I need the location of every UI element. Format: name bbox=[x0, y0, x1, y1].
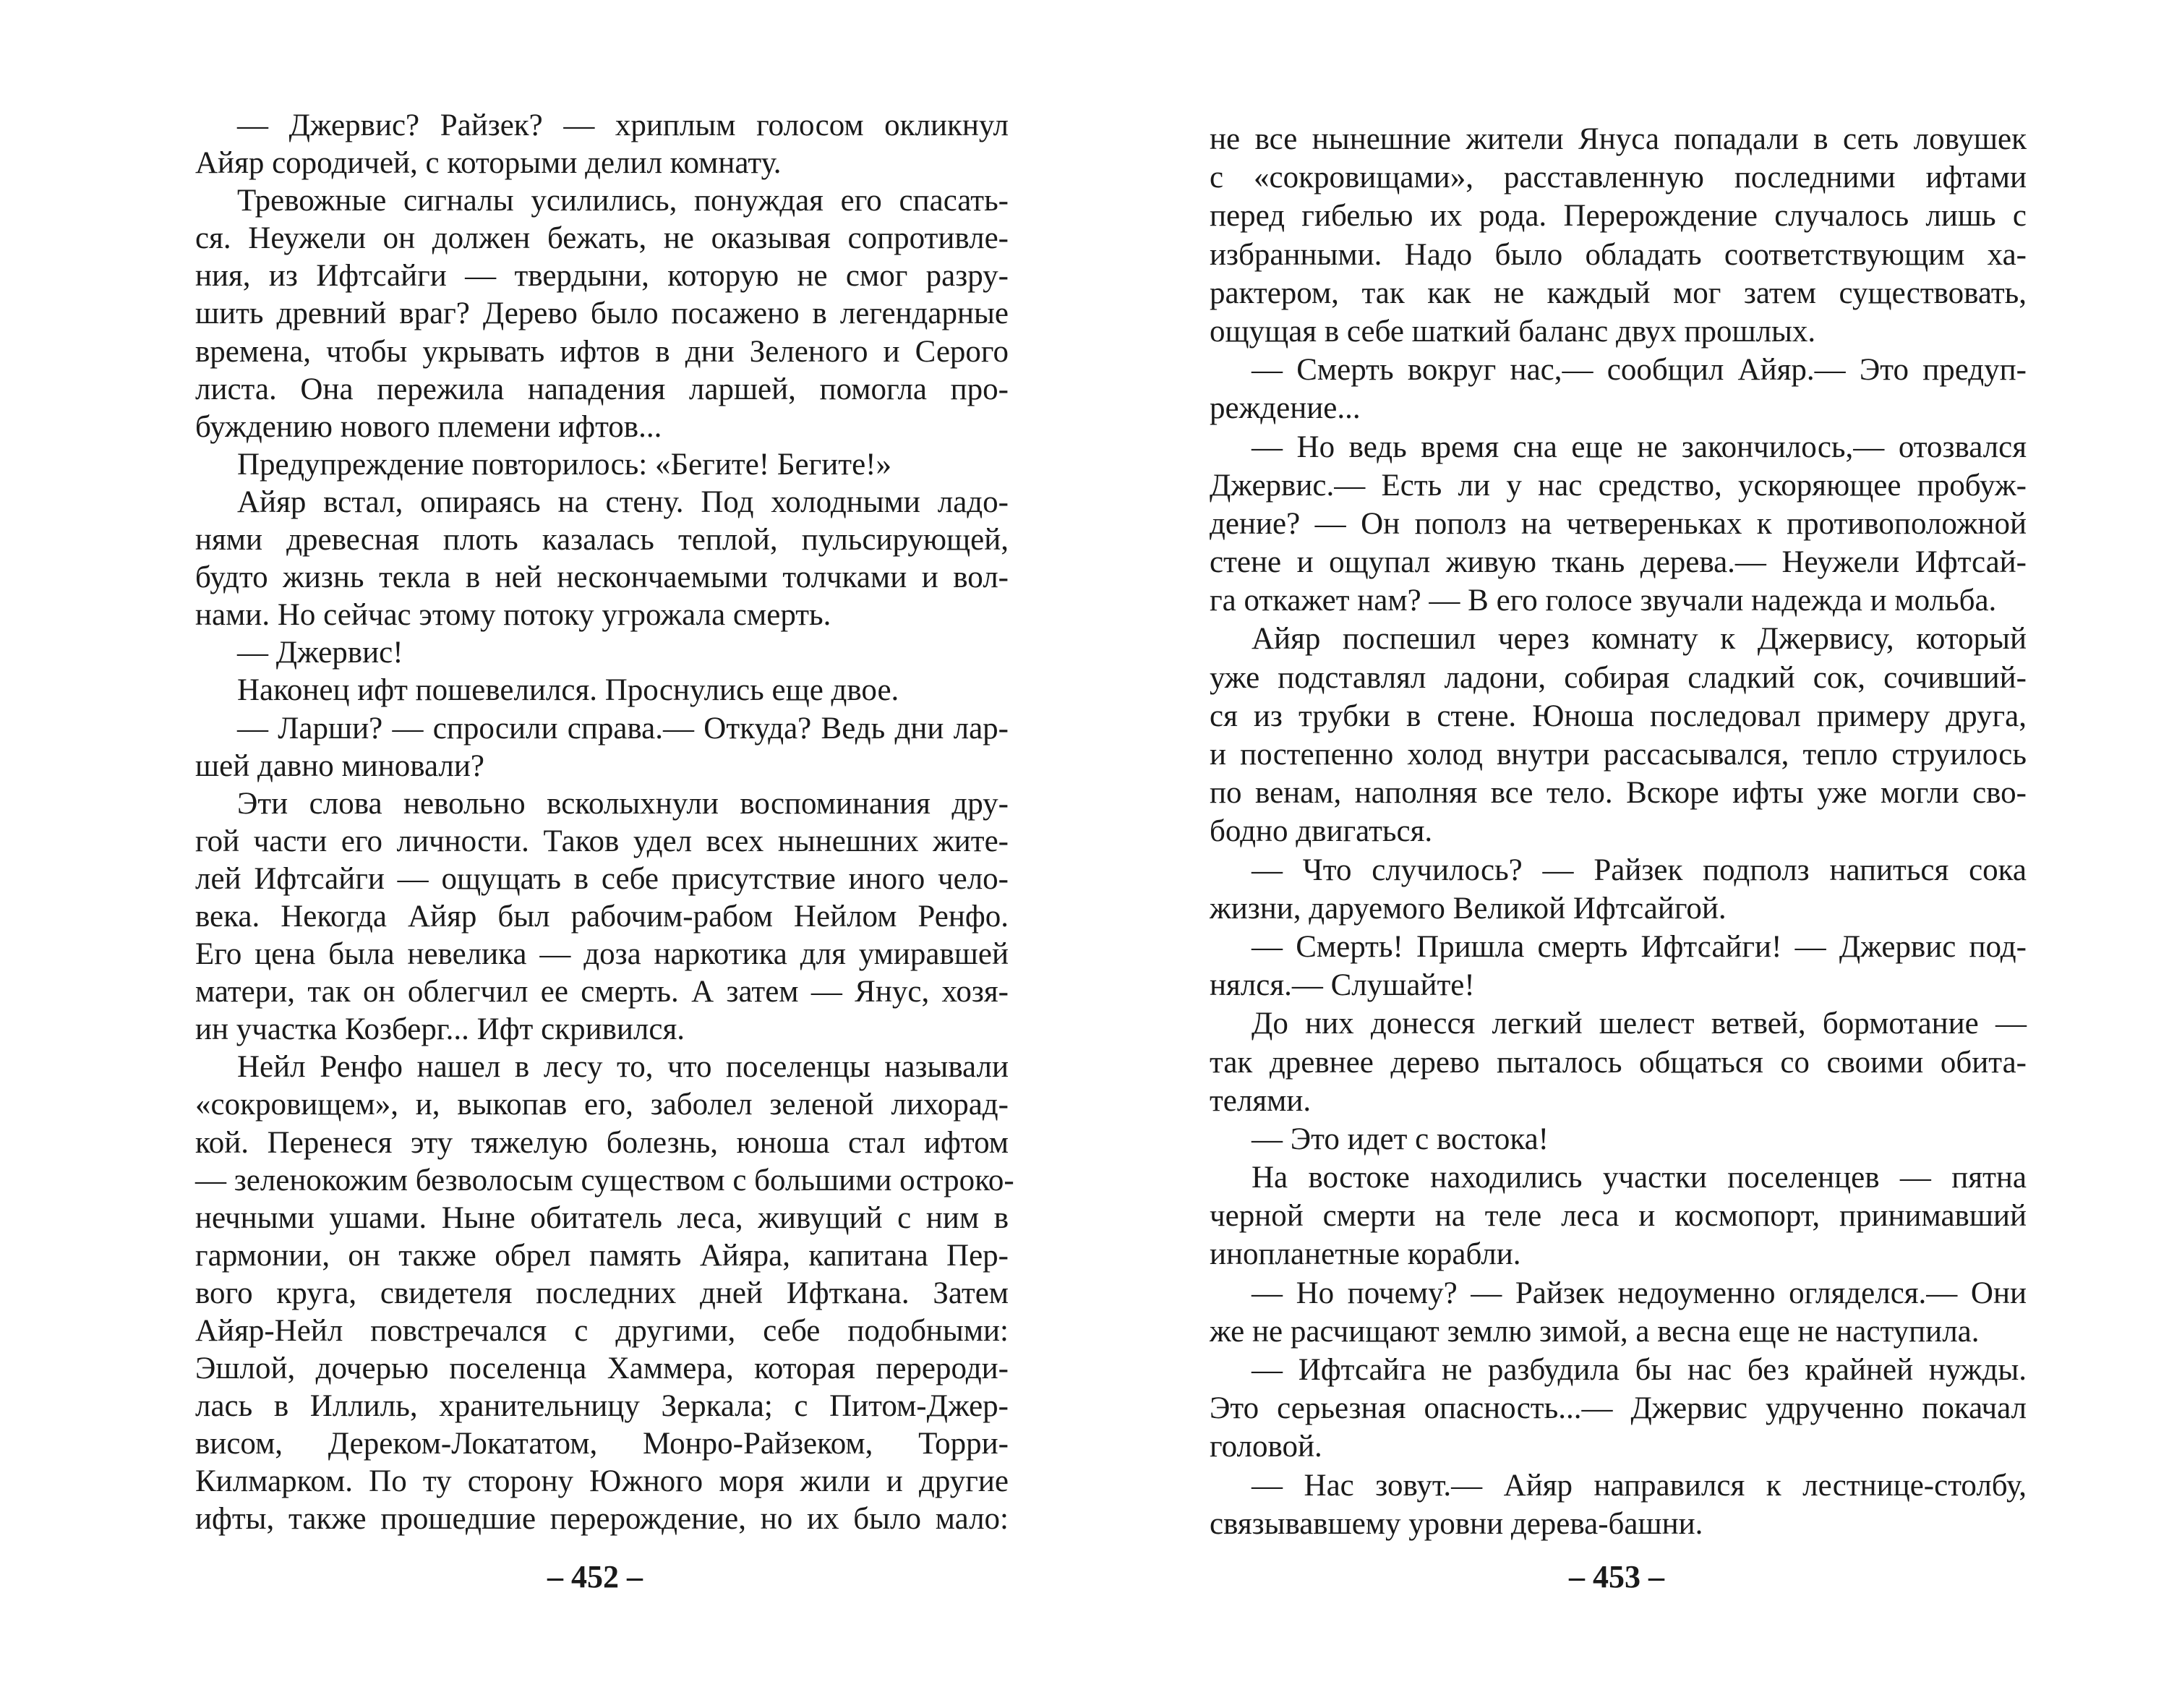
text-line: Предупреждение повторилось: «Бегите! Бегите!» bbox=[237, 447, 891, 482]
text-line: ния, из Ифтсайги — твердыни, которую не смог разру- bbox=[195, 259, 1009, 294]
text-line: Килмарком. По ту сторону Южного моря жили и другие bbox=[195, 1464, 1009, 1499]
text-line: телями. bbox=[1210, 1083, 1312, 1118]
paragraph bbox=[1210, 351, 2027, 427]
text-line: инопланетные корабли. bbox=[1210, 1237, 1521, 1272]
text-line: ин участка Козберг... Ифт скривился. bbox=[195, 1012, 685, 1047]
text-line: буждению нового племени ифтов... bbox=[195, 409, 662, 444]
right-page-text bbox=[1210, 120, 2027, 1543]
text-line: На востоке находились участки поселенцев — пятна bbox=[1252, 1161, 2027, 1195]
text-line: га откажет нам? — В его голосе звучали надежда и мольба. bbox=[1210, 584, 1997, 618]
text-line: избранными. Надо было обладать соответствующим ха- bbox=[1210, 237, 2027, 272]
text-line: связывавшему уровни дерева-башни. bbox=[1210, 1506, 1703, 1541]
left-page-text bbox=[195, 107, 1014, 1539]
text-line: Джервис.— Есть ли у нас средство, ускоряющее пробуж- bbox=[1210, 468, 2027, 503]
paragraph bbox=[1210, 1158, 2027, 1274]
paragraph bbox=[195, 1049, 1014, 1538]
text-line: ифты, также прошедшие перерождение, но их было мало: bbox=[195, 1502, 1009, 1537]
paragraph bbox=[1210, 928, 2027, 1004]
paragraph bbox=[1210, 428, 2027, 620]
text-line: Тревожные сигналы усилились, понуждая его спасать- bbox=[237, 184, 1009, 218]
text-line: с «сокровищами», расставленную последними ифтами bbox=[1210, 161, 2027, 195]
text-line: не все нынешние жители Януса попадали в сеть ловушек bbox=[1210, 122, 2027, 156]
text-line: листа. Она пережила нападения ларшей, помогла про- bbox=[195, 372, 1009, 406]
text-line: времена, чтобы укрывать ифтов в дни Зеленого и Серого bbox=[195, 334, 1009, 369]
text-line: шей давно миновали? bbox=[195, 748, 484, 783]
text-line: стене и ощупал живую ткань дерева.— Неужели Ифтсай- bbox=[1210, 545, 2027, 580]
text-line: ся из трубки в стене. Юноша последовал примеру друга, bbox=[1210, 699, 2027, 733]
paragraph bbox=[195, 710, 1009, 785]
paragraph bbox=[1210, 851, 2027, 928]
paragraph bbox=[195, 785, 1009, 1049]
text-line: Эшлой, дочерью поселенца Хаммера, которая перероди- bbox=[195, 1352, 1009, 1386]
paragraph bbox=[1210, 620, 2027, 850]
text-line: — Джервис! bbox=[237, 636, 403, 670]
text-line: перед гибелью их рода. Перерождение случалось лишь с bbox=[1210, 199, 2027, 234]
text-line: же не расчищают землю зимой, а весна еще не наступила. bbox=[1210, 1314, 1980, 1349]
paragraph bbox=[195, 672, 1009, 709]
paragraph bbox=[1210, 120, 2027, 351]
text-line: вого круга, свидетеля последних дней Ифткана. Затем bbox=[195, 1276, 1009, 1310]
text-line: черной смерти на теле леса и космопорт, принимавший bbox=[1210, 1199, 2027, 1234]
text-line: — Что случилось? — Райзек подполз напиться сока bbox=[1252, 853, 2027, 887]
text-line: дение? — Он пополз на четвереньках к противоположной bbox=[1210, 506, 2027, 541]
paragraph bbox=[1210, 1004, 2027, 1120]
text-line: — Джервис? Райзек? — хриплым голосом окликнул bbox=[237, 108, 1009, 142]
text-line: нечными ушами. Ныне обитатель леса, живущий с ним в bbox=[195, 1200, 1009, 1235]
text-line: так древнее дерево пыталось общаться со своими обита- bbox=[1210, 1045, 2027, 1080]
text-line: лась в Иллиль, хранительницу Зеркала; с Питом-Джер- bbox=[195, 1389, 1009, 1424]
text-line: Наконец ифт пошевелился. Проснулись еще двое. bbox=[237, 673, 899, 708]
text-line: «сокровищем», и, выкопав его, заболел зеленой лихорад- bbox=[195, 1088, 1009, 1122]
text-line: Эти слова невольно всколыхнули воспоминания дру- bbox=[237, 786, 1009, 821]
paragraph bbox=[1210, 1351, 2027, 1466]
text-line: — Смерть! Пришла смерть Ифтсайги! — Джервис под- bbox=[1252, 929, 2027, 964]
text-line: и постепенно холод внутри рассасывался, тепло струилось bbox=[1210, 738, 2027, 772]
text-line: ся. Неужели он должен бежать, не оказывая сопротивле- bbox=[195, 221, 1009, 256]
paragraph bbox=[195, 634, 1009, 672]
paragraph bbox=[1210, 1120, 2027, 1158]
text-line: Нейл Ренфо нашел в лесу то, что поселенцы называли bbox=[237, 1050, 1009, 1085]
text-line: Айяр сородичей, с которыми делил комнату. bbox=[195, 146, 782, 181]
text-line: века. Некогда Айяр был рабочим-рабом Нейлом Ренфо. bbox=[195, 899, 1009, 934]
text-line: реждение... bbox=[1210, 391, 1361, 426]
text-line: — Это идет с востока! bbox=[1252, 1122, 1549, 1156]
text-line: — Но ведь время сна еще не закончилось,— отозвался bbox=[1252, 430, 2027, 464]
paragraph bbox=[195, 107, 1009, 182]
text-line: Это серьезная опасность...— Джервис удрученно покачал bbox=[1210, 1391, 2027, 1426]
paragraph bbox=[195, 446, 1009, 484]
text-line: До них донесся легкий шелест ветвей, бормотание — bbox=[1252, 1007, 2027, 1041]
paragraph bbox=[195, 182, 1009, 446]
text-line: — Нас зовут.— Айяр направился к лестнице-столбу, bbox=[1252, 1468, 2027, 1503]
text-line: головой. bbox=[1210, 1430, 1322, 1464]
text-line: рактером, так как не каждый мог затем существовать, bbox=[1210, 276, 2027, 310]
text-line: матери, так он облегчил ее смерть. А затем — Янус, хозя- bbox=[195, 975, 1009, 1009]
text-line: гой части его личности. Таков удел всех нынешних жите- bbox=[195, 824, 1009, 858]
text-line: бодно двигаться. bbox=[1210, 814, 1433, 849]
text-line: Айяр поспешил через комнату к Джервису, который bbox=[1252, 622, 2027, 657]
text-line: жизни, даруемого Великой Ифтсайгой. bbox=[1210, 891, 1727, 926]
paragraph bbox=[1210, 1274, 2027, 1351]
text-line: уже подставлял ладони, собирая сладкий сок, сочивший- bbox=[1210, 660, 2027, 695]
text-line: нялся.— Слушайте! bbox=[1210, 968, 1475, 1003]
text-line: лей Ифтсайги — ощущать в себе присутствие иного чело- bbox=[195, 861, 1009, 896]
text-line: гармонии, он также обрел память Айяра, капитана Пер- bbox=[195, 1238, 1009, 1273]
text-line: кой. Перенеся эту тяжелую болезнь, юноша стал ифтом bbox=[195, 1125, 1009, 1160]
text-line: — Но почему? — Райзек недоуменно огляделся.— Они bbox=[1252, 1276, 2027, 1310]
text-line: Айяр-Нейл повстречался с другими, себе подобными: bbox=[195, 1314, 1009, 1348]
text-line: ощущая в себе шаткий баланс двух прошлых. bbox=[1210, 314, 1816, 349]
paragraph bbox=[1210, 1466, 2027, 1543]
text-line: будто жизнь текла в ней нескончаемыми толчками и вол- bbox=[195, 560, 1009, 595]
text-line: — Ларши? — спросили справа.— Откуда? Ведь дни лар- bbox=[237, 711, 1009, 746]
text-line: висом, Дереком-Локататом, Монро-Райзеком, Торри- bbox=[195, 1427, 1009, 1461]
paragraph bbox=[195, 484, 1009, 634]
text-line: по венам, наполняя все тело. Вскоре ифты уже могли сво- bbox=[1210, 776, 2027, 811]
text-line: шить древний враг? Дерево было посажено в легендарные bbox=[195, 296, 1009, 331]
text-line: нями древесная плоть казалась теплой, пульсирующей, bbox=[195, 523, 1009, 558]
text-line: Айяр встал, опираясь на стену. Под холодными ладо- bbox=[237, 484, 1009, 519]
text-line: — Смерть вокруг нас,— сообщил Айяр.— Это предуп- bbox=[1252, 353, 2027, 388]
text-line: Его цена была невелика — доза наркотика для умиравшей bbox=[195, 937, 1009, 972]
text-line: — Ифтсайга не разбудила бы нас без крайней нужды. bbox=[1252, 1353, 2027, 1387]
page-number-left: – 452 – bbox=[547, 1559, 643, 1594]
text-line: нами. Но сейчас этому потоку угрожала смерть. bbox=[195, 598, 831, 633]
text-line: — зеленокожим безволосым существом с большими остроко- bbox=[195, 1163, 1014, 1197]
page-number-right: – 453 – bbox=[1569, 1559, 1664, 1594]
